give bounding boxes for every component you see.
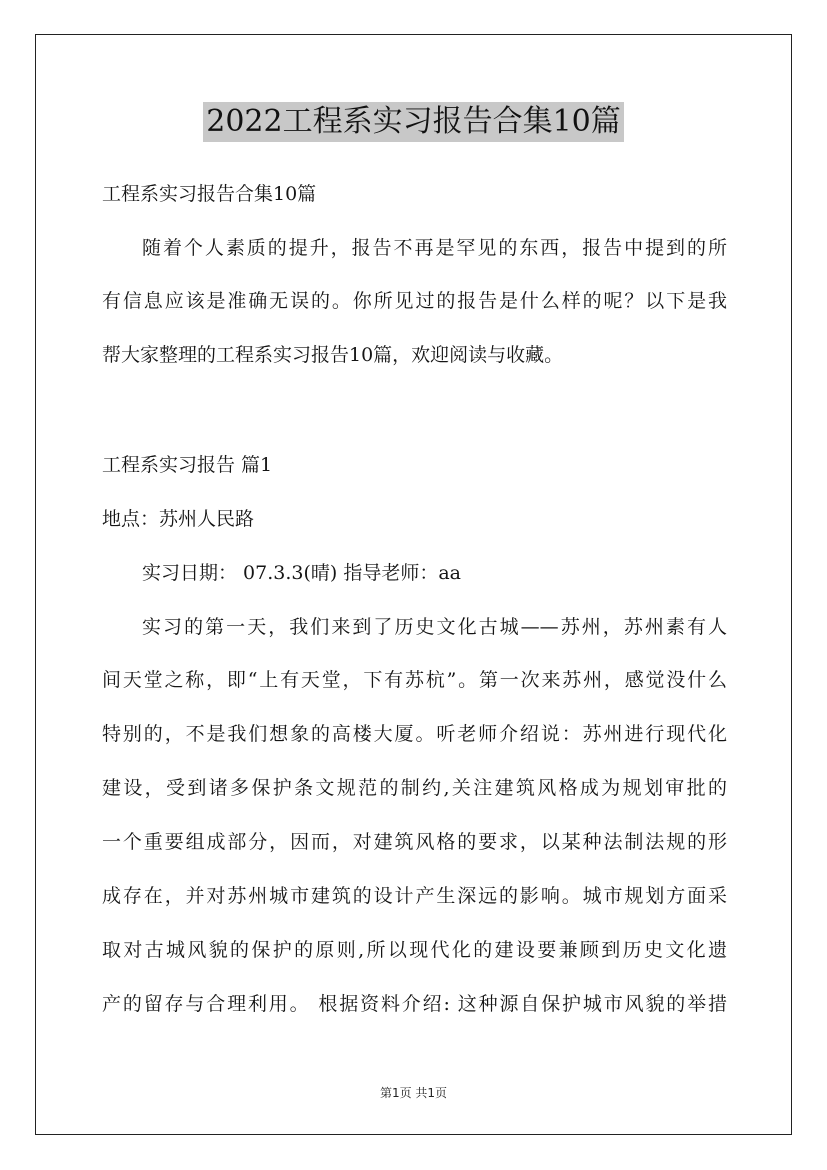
- title-container: [0, 102, 827, 142]
- date-line: 实习日期： 07.3.3(晴) 指导老师：aa: [142, 562, 461, 584]
- body-line: 间天堂之称，即“上有天堂，下有苏杭”。第一次来苏州，感觉没什么: [102, 669, 727, 691]
- location-line: 地点：苏州人民路: [102, 508, 255, 530]
- intro-line: 随着个人素质的提升，报告不再是罕见的东西，报告中提到的所: [142, 237, 727, 259]
- body-line: 实习的第一天，我们来到了历史文化古城——苏州，苏州素有人: [142, 616, 727, 638]
- page-footer: 第1页 共1页: [379, 1086, 448, 1100]
- body-line: 一个重要组成部分，因而，对建筑风格的要求，以某种法制法规的形: [102, 831, 727, 853]
- intro-line: 有信息应该是准确无误的。你所见过的报告是什么样的呢？以下是我: [102, 290, 727, 312]
- document-subtitle: 工程系实习报告合集10篇: [102, 183, 317, 205]
- section-heading: 工程系实习报告 篇1: [102, 454, 273, 476]
- body-line: 产的留存与合理利用。 根据资料介绍: 这种源自保护城市风貌的举措: [102, 993, 727, 1015]
- body-line: 建设，受到诸多保护条文规范的制约,关注建筑风格成为规划审批的: [102, 777, 727, 799]
- body-line: 取对古城风貌的保护的原则,所以现代化的建设要兼顾到历史文化遗: [102, 939, 727, 961]
- document-title: 2022工程系实习报告合集10篇: [203, 102, 624, 142]
- body-line: 成存在，并对苏州城市建筑的设计产生深远的影响。城市规划方面采: [102, 885, 727, 907]
- body-line: 特别的，不是我们想象的高楼大厦。听老师介绍说：苏州进行现代化: [102, 723, 727, 745]
- intro-line: 帮大家整理的工程系实习报告10篇，欢迎阅读与收藏。: [102, 344, 564, 366]
